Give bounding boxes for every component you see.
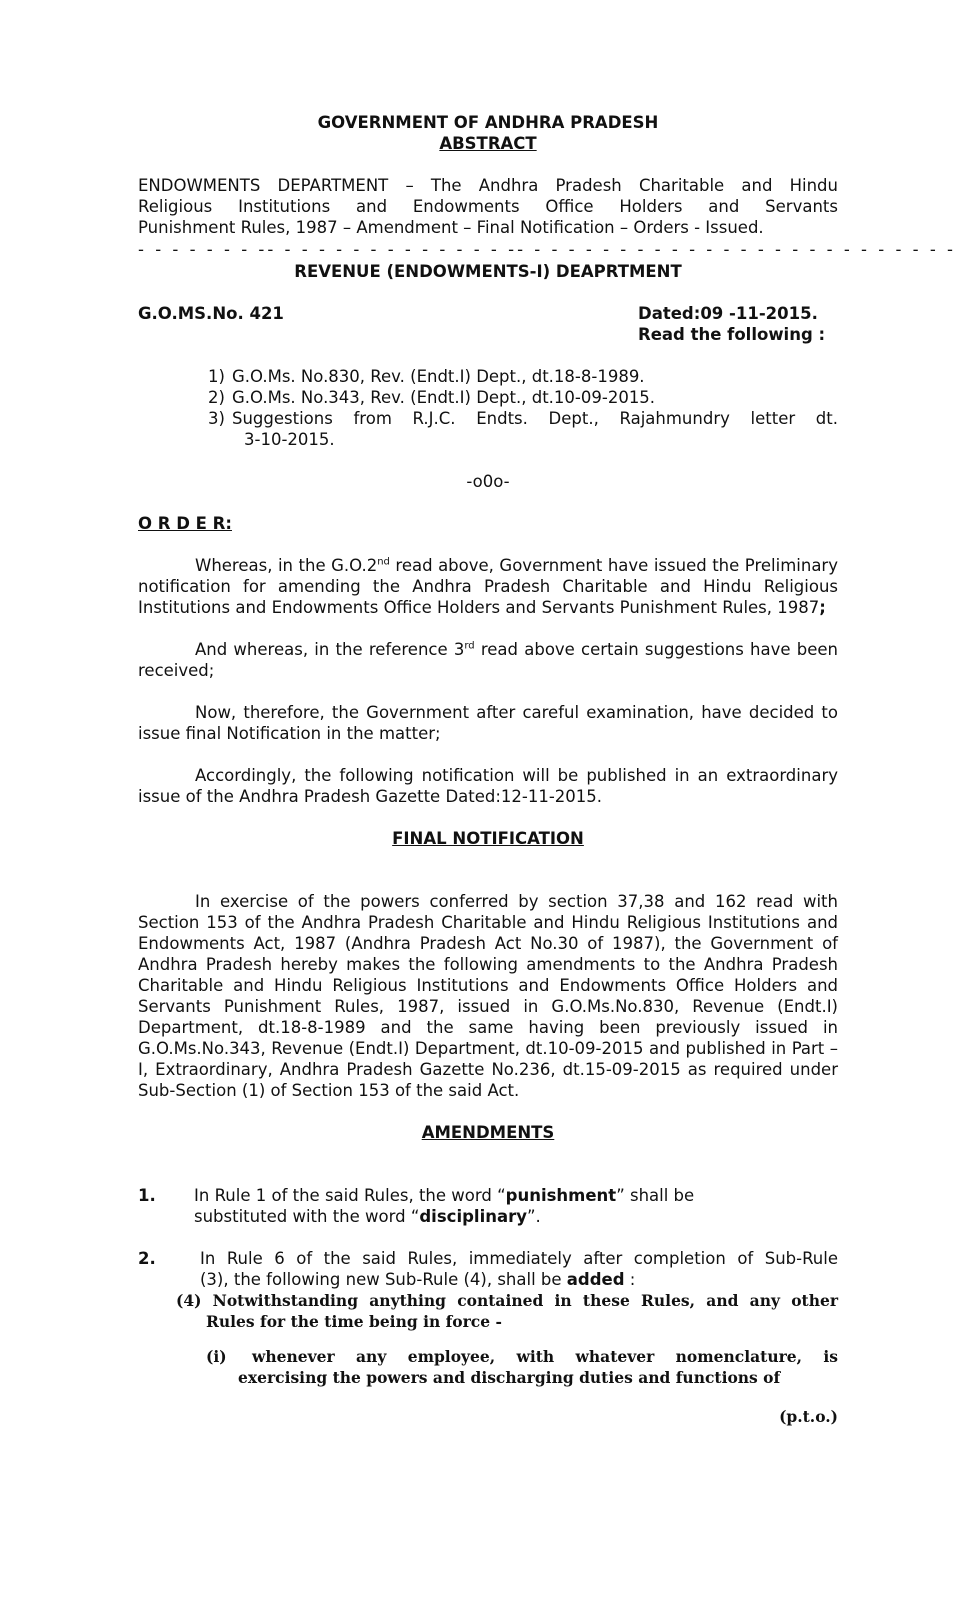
order-paragraph-3: Now, therefore, the Government after careful examination, have decided to issue final Notification in the matter; xyxy=(138,703,838,743)
clause-i: (i) whenever any employee, with whatever nomenclature, is exercising the powers and discharging duties and functions of xyxy=(206,1347,838,1387)
sub-rule-4: (4) Notwithstanding anything contained in these Rules, and any other Rules for the time being in force - xyxy=(176,1291,838,1331)
o0o-separator: -o0o- xyxy=(466,472,510,491)
pto-note: (p.t.o.) xyxy=(779,1407,838,1426)
subject-block xyxy=(138,175,957,260)
order-paragraph-2: And whereas, in the reference 3rd read above certain suggestions have been received; xyxy=(138,640,838,680)
order-paragraph-4: Accordingly, the following notification will be published in an extraordinary issue of the Andhra Pradesh Gazette Dated:12-11-2015. xyxy=(138,766,838,806)
final-notification-heading: FINAL NOTIFICATION xyxy=(392,829,584,848)
read-following: Read the following : xyxy=(638,325,826,344)
dashed-separator: - - - - - - - -- - - - - - - - - - - - - - -- - - - - - - - - - - - - - - - - - - - - - - - - - xyxy=(138,240,957,259)
reference-item: 1) G.O.Ms. No.830, Rev. (Endt.I) Dept., dt.18-8-1989. xyxy=(208,367,645,386)
final-notification-body: In exercise of the powers conferred by section 37,38 and 162 read with Section 153 of the Andhra Pradesh Charitable and Hindu Religious Institutions and Endowments Act, 1987 (Andhra Pradesh Act No.30 of 1987), the Government of Andhra Pradesh hereby makes the following amendments to the Andhra Pradesh Charitable and Hindu Religious Institutions and Endowments Office Holders and Servants Punishment Rules, 1987, issued in G.O.Ms.No.830, Revenue (Endt.I) Department, dt.18-8-1989 and the same having been previously issued in G.O.Ms.No.343, Revenue (Endt.I) Department, dt.10-09-2015 and published in Part –I, Extraordinary, Andhra Pradesh Gazette No.236, dt.15-09-2015 as required under Sub-Section (1) of Section 153 of the said Act. xyxy=(138,892,838,1100)
reference-item: 2) G.O.Ms. No.343, Rev. (Endt.I) Dept., dt.10-09-2015. xyxy=(208,388,656,407)
amendments-heading: AMENDMENTS xyxy=(421,1123,555,1142)
amendment-1: 1. In Rule 1 of the said Rules, the word “punishment” shall be substituted with the word “disciplinary”. xyxy=(138,1186,695,1226)
go-date: Dated:09 -11-2015. xyxy=(638,304,818,323)
document-body xyxy=(138,112,957,1427)
order-paragraph-1: Whereas, in the G.O.2nd read above, Government have issued the Preliminary notification for amending the Andhra Pradesh Charitable and Hindu Religious Institutions and Endowments Office Holders and Servants Punishment Rules, 1987; xyxy=(138,556,838,617)
subject-line-3: Punishment Rules, 1987 – Amendment – Final Notification – Orders - Issued. xyxy=(138,218,764,237)
reference-item-continuation: 3-10-2015. xyxy=(244,430,335,449)
go-number: G.O.MS.No. 421 xyxy=(138,304,284,323)
subject-line-1: ENDOWMENTS DEPARTMENT – The Andhra Pradesh Charitable and Hindu xyxy=(138,176,838,195)
amendment-2: 2. In Rule 6 of the said Rules, immediately after completion of Sub-Rule (3), the following new Sub-Rule (4), shall be added : xyxy=(138,1249,838,1289)
go-number-row xyxy=(138,303,838,324)
department-heading: REVENUE (ENDOWMENTS-I) DEAPRTMENT xyxy=(294,262,682,281)
subject-line-2: Religious Institutions and Endowments Office Holders and Servants xyxy=(138,197,838,216)
order-heading: O R D E R: xyxy=(138,514,232,533)
abstract-heading: ABSTRACT xyxy=(439,134,537,153)
government-heading: GOVERNMENT OF ANDHRA PRADESH xyxy=(317,113,659,132)
reference-item: 3) Suggestions from R.J.C. Endts. Dept., Rajahmundry letter dt. xyxy=(208,409,838,428)
read-following-row xyxy=(138,324,838,345)
references-list xyxy=(208,366,838,450)
